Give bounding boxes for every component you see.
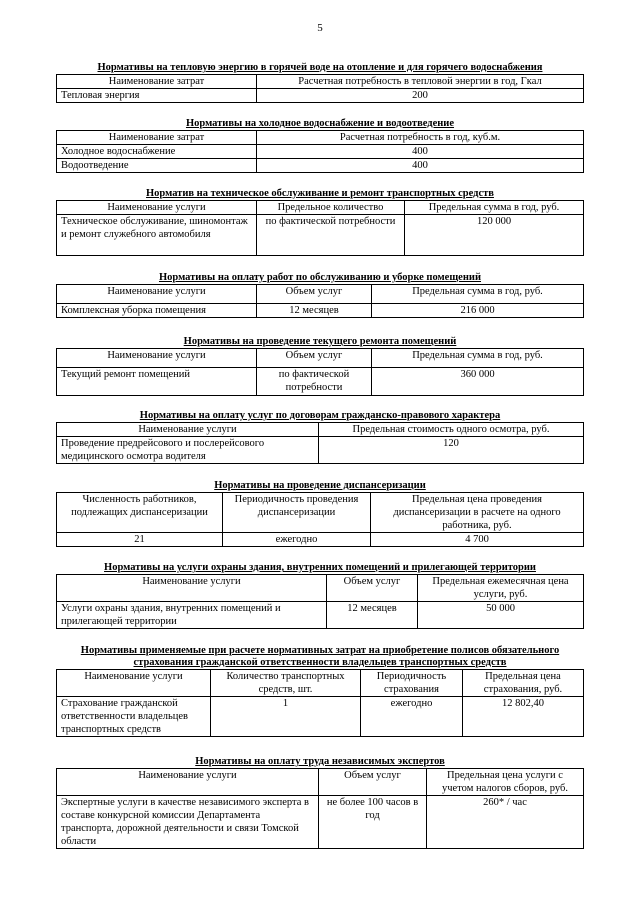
table-cell: Проведение предрейсового и послерейсового медицинского осмотра водителя	[57, 437, 319, 464]
table-header-row	[57, 75, 584, 89]
table-cell: 12 месяцев	[327, 602, 418, 629]
table-row	[57, 159, 584, 173]
header-cell: Предельная сумма в год, руб.	[372, 285, 584, 304]
header-cell: Наименование услуги	[57, 769, 319, 796]
table-row	[57, 368, 584, 396]
section-title: Норматив на техническое обслуживание и ремонт транспортных средств	[146, 188, 494, 199]
header-cell: Объем услуг	[319, 769, 427, 796]
header-cell: Расчетная потребность в год, куб.м.	[257, 131, 584, 145]
table-cell: Тепловая энергия	[57, 89, 257, 103]
table-cell: 400	[257, 145, 584, 159]
section-medical-examination	[56, 480, 584, 547]
header-cell: Периодичность страхования	[361, 670, 463, 697]
table-header-row	[57, 201, 584, 215]
header-cell: Наименование услуги	[57, 349, 257, 368]
water-table	[56, 130, 584, 173]
table-header-row	[57, 349, 584, 368]
page-number: 5	[317, 22, 323, 34]
table-row	[57, 533, 584, 547]
header-cell: Наименование услуги	[57, 285, 257, 304]
section-osago-insurance	[56, 645, 584, 737]
header-cell: Наименование затрат	[57, 75, 257, 89]
header-cell: Наименование услуги	[57, 575, 327, 602]
header-cell: Наименование затрат	[57, 131, 257, 145]
security-table	[56, 574, 584, 629]
section-title: Нормативы на оплату труда независимых экспертов	[195, 756, 445, 767]
header-cell: Численность работников, подлежащих диспансеризации	[57, 493, 223, 533]
table-cell: 216 000	[372, 304, 584, 318]
header-cell: Расчетная потребность в тепловой энергии в год, Гкал	[257, 75, 584, 89]
header-cell: Объем услуг	[257, 349, 372, 368]
cleaning-table	[56, 284, 584, 318]
table-header-row	[57, 285, 584, 304]
section-title: Нормативы на оплату работ по обслуживанию и уборке помещений	[158, 272, 481, 283]
section-repair	[56, 336, 584, 396]
table-cell: Холодное водоснабжение	[57, 145, 257, 159]
table-row	[57, 304, 584, 318]
section-title: Нормативы на тепловую энергию в горячей воде на отопление и для горячего водоснабжения	[97, 62, 543, 73]
table-cell: 1	[211, 697, 361, 737]
table-cell: 260* / час	[427, 796, 584, 849]
repair-table	[56, 348, 584, 396]
header-cell: Предельная цена услуги с учетом налогов сборов, руб.	[427, 769, 584, 796]
section-title: Нормативы на проведение текущего ремонта помещений	[183, 336, 457, 347]
table-row	[57, 145, 584, 159]
header-cell: Предельная ежемесячная цена услуги, руб.	[418, 575, 584, 602]
table-header-row	[57, 493, 584, 533]
table-header-row	[57, 575, 584, 602]
table-cell: по фактической потребности	[257, 215, 405, 256]
heat-energy-table	[56, 74, 584, 103]
vehicle-maintenance-table	[56, 200, 584, 256]
table-cell: не более 100 часов в год	[319, 796, 427, 849]
header-cell: Наименование услуги	[57, 670, 211, 697]
section-title: Нормативы на оплату услуг по договорам гражданско-правового характера	[139, 410, 501, 421]
header-cell: Предельная стоимость одного осмотра, руб.	[319, 423, 584, 437]
table-cell: 4 700	[371, 533, 584, 547]
table-cell: Экспертные услуги в качестве независимого эксперта в составе конкурсной комиссии Департамента транспорта, дорожной деятельности и связи Томской области	[57, 796, 319, 849]
table-cell: 360 000	[372, 368, 584, 396]
section-cleaning	[56, 272, 584, 318]
table-cell: Водоотведение	[57, 159, 257, 173]
table-cell: 400	[257, 159, 584, 173]
section-civil-contracts	[56, 410, 584, 464]
table-cell: 12 месяцев	[257, 304, 372, 318]
table-cell: Техническое обслуживание, шиномонтаж и ремонт служебного автомобиля	[57, 215, 257, 256]
header-cell: Объем услуг	[327, 575, 418, 602]
header-cell: Предельная цена страхования, руб.	[463, 670, 584, 697]
section-security	[56, 562, 584, 629]
header-cell: Объем услуг	[257, 285, 372, 304]
section-title: Нормативы на холодное водоснабжение и водоотведение	[185, 118, 455, 129]
header-cell: Предельная цена проведения диспансеризации в расчете на одного работника, руб.	[371, 493, 584, 533]
table-row	[57, 215, 584, 256]
header-cell: Предельное количество	[257, 201, 405, 215]
table-row	[57, 697, 584, 737]
section-heat-energy	[56, 62, 584, 103]
table-row	[57, 602, 584, 629]
table-header-row	[57, 769, 584, 796]
table-cell: 120 000	[405, 215, 584, 256]
header-cell: Предельная сумма в год, руб.	[372, 349, 584, 368]
independent-experts-table	[56, 768, 584, 849]
table-row	[57, 89, 584, 103]
table-row	[57, 796, 584, 849]
table-cell: 200	[257, 89, 584, 103]
section-title-line-2: страхования гражданской ответственности владельцев транспортных средств	[133, 657, 507, 668]
table-cell: по фактической потребности	[257, 368, 372, 396]
section-independent-experts	[56, 756, 584, 849]
header-cell: Наименование услуги	[57, 423, 319, 437]
medical-examination-table	[56, 492, 584, 547]
table-header-row	[57, 423, 584, 437]
table-cell: Текущий ремонт помещений	[57, 368, 257, 396]
header-cell: Количество транспортных средств, шт.	[211, 670, 361, 697]
header-cell: Наименование услуги	[57, 201, 257, 215]
table-header-row	[57, 670, 584, 697]
table-cell: ежегодно	[361, 697, 463, 737]
section-title: Нормативы на проведение диспансеризации	[214, 480, 426, 491]
section-title: Нормативы на услуги охраны здания, внутренних помещений и прилегающей территории	[104, 562, 536, 573]
table-cell: ежегодно	[223, 533, 371, 547]
table-cell: 50 000	[418, 602, 584, 629]
table-cell: Услуги охраны здания, внутренних помещений и прилегающей территории	[57, 602, 327, 629]
table-cell: Страхование гражданской ответственности владельцев транспортных средств	[57, 697, 211, 737]
table-header-row	[57, 131, 584, 145]
table-cell: Комплексная уборка помещения	[57, 304, 257, 318]
osago-insurance-table	[56, 669, 584, 737]
table-cell: 120	[319, 437, 584, 464]
section-water	[56, 118, 584, 173]
table-cell: 21	[57, 533, 223, 547]
header-cell: Периодичность проведения диспансеризации	[223, 493, 371, 533]
table-row	[57, 437, 584, 464]
section-vehicle-maintenance	[56, 188, 584, 256]
civil-contracts-table	[56, 422, 584, 464]
header-cell: Предельная сумма в год, руб.	[405, 201, 584, 215]
section-title-line-1: Нормативы применяемые при расчете нормативных затрат на приобретение полисов обязательного	[80, 645, 560, 656]
table-cell: 12 802,40	[463, 697, 584, 737]
